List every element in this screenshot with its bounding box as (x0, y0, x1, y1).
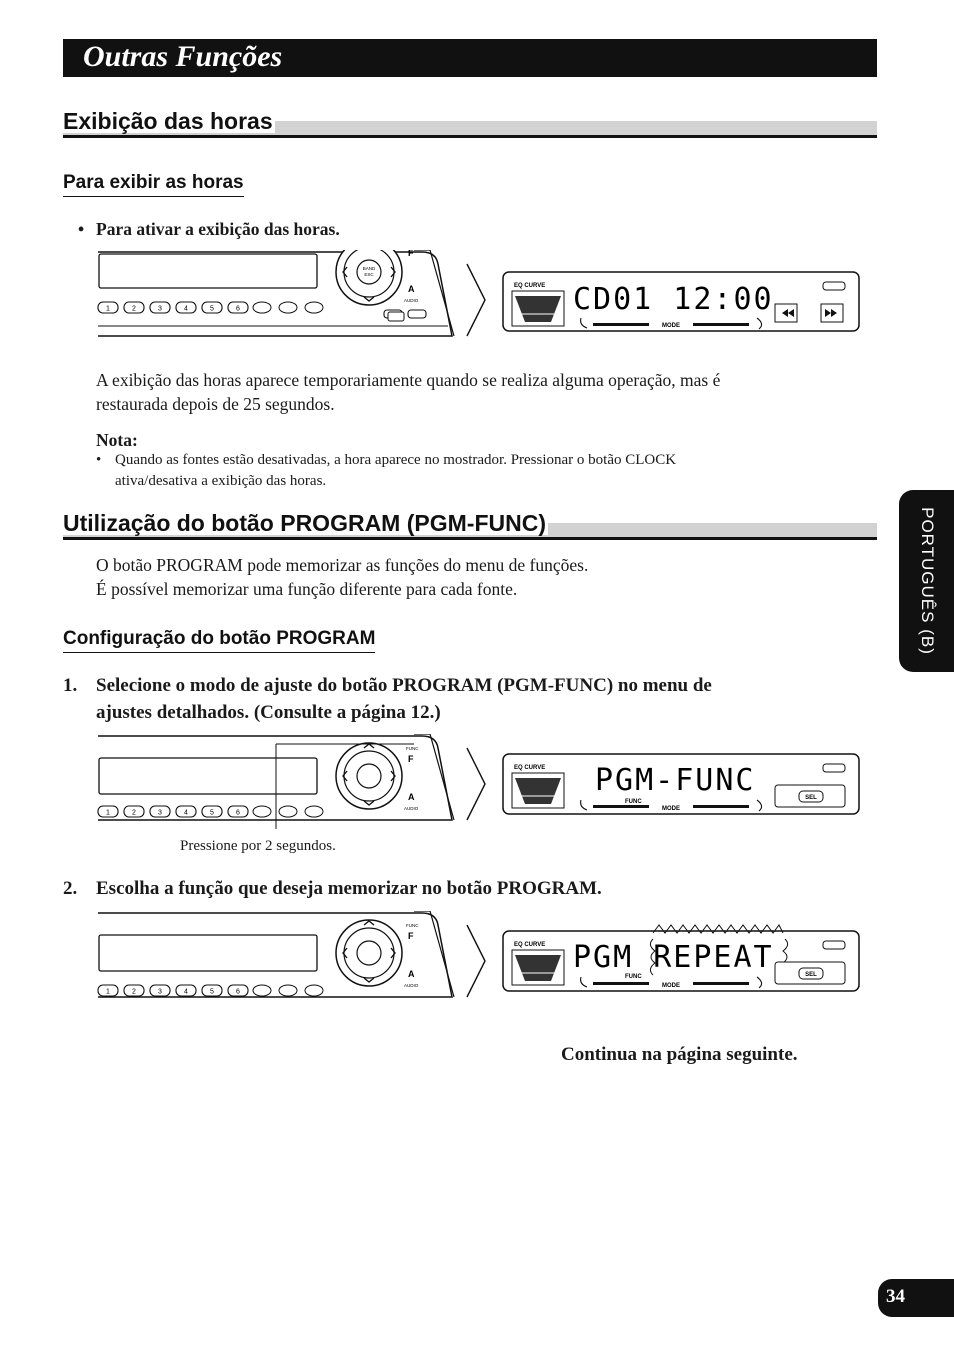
preset-label-5: 5 (210, 809, 214, 817)
func-small-label: FUNC (625, 799, 642, 805)
round-button (253, 806, 271, 817)
round-button (305, 985, 323, 996)
language-tab: PORTUGUÊS (B) (899, 490, 954, 672)
round-button (279, 985, 297, 996)
preset-label-4: 4 (184, 305, 188, 313)
preset-buttons-3 (98, 985, 323, 996)
figure-pgm-func-display (96, 734, 866, 830)
page-title: Outras Funções (83, 40, 283, 73)
step1-number: 1. (63, 675, 78, 696)
preset-label-1: 1 (106, 305, 110, 313)
sel-label: SEL (805, 795, 817, 801)
preset-label-3: 3 (158, 305, 162, 313)
round-button (305, 806, 323, 817)
head-unit-panel-3 (98, 911, 454, 997)
round-button (279, 302, 297, 313)
preset-label-2: 2 (132, 988, 136, 996)
clock-paragraph-line1: A exibição das horas aparece temporariamente quando se realiza alguma operação, mas é (96, 370, 721, 390)
note-label: Nota: (96, 430, 138, 450)
page-title-bar (63, 39, 877, 77)
subheading-program-setup: Configuração do botão PROGRAM (63, 627, 375, 653)
head-unit-panel-1 (98, 250, 454, 336)
audio-label: AUDIO (404, 298, 419, 303)
program-paragraph-line1: O botão PROGRAM pode memorizar as funções do menu de funções. (96, 555, 589, 575)
round-button (253, 985, 271, 996)
lcd-display-pgm-repeat (503, 925, 859, 991)
section-heading-program: Utilização do botão PROGRAM (PGM-FUNC) (63, 518, 877, 540)
lcd-clock-text: CD01 12:00 (573, 282, 774, 317)
program-paragraph-line2: É possível memorizar uma função diferente para cada fonte. (96, 579, 518, 599)
lcd-display-pgm-func (503, 754, 859, 814)
round-button (305, 302, 323, 313)
mode-label: MODE (662, 806, 680, 812)
f-label: F (408, 754, 414, 764)
sel-label: SEL (805, 972, 817, 978)
a-label: A (408, 284, 415, 294)
note-line2: ativa/desativa a exibição das horas. (115, 473, 327, 489)
a-label: A (408, 969, 415, 979)
continue-next-page: Continua na página seguinte. (561, 1044, 798, 1065)
preset-label-1: 1 (106, 809, 110, 817)
subheading-show-clock: Para exibir as horas (63, 171, 244, 197)
band-label: BAND (362, 266, 376, 271)
audio-label: AUDIO (404, 806, 419, 811)
func-label: FUNC (406, 923, 419, 928)
audio-label: AUDIO (404, 983, 419, 988)
preset-label-4: 4 (184, 809, 188, 817)
arrow-chevron-1 (467, 264, 485, 336)
step2-text: Escolha a função que deseja memorizar no botão PROGRAM. (96, 878, 602, 899)
note-bullet-mark: • (96, 452, 102, 468)
preset-buttons-2 (98, 806, 323, 817)
preset-buttons-1 (98, 302, 323, 313)
arrow-chevron-2 (467, 748, 485, 820)
eq-curve-label: EQ CURVE (514, 765, 546, 771)
lcd-display-clock (503, 272, 859, 331)
bullet-activate-clock: Para ativar a exibição das horas. (96, 219, 340, 239)
preset-label-2: 2 (132, 809, 136, 817)
preset-label-6: 6 (236, 988, 240, 996)
lcd-pgm-func-text: PGM-FUNC (595, 763, 756, 798)
step1-line1: Selecione o modo de ajuste do botão PROGRAM (PGM-FUNC) no menu de (96, 675, 712, 696)
esc-label: ESC (364, 272, 374, 277)
a-label: A (408, 792, 415, 802)
page-number: 34 (886, 1286, 905, 1307)
preset-label-3: 3 (158, 988, 162, 996)
preset-label-3: 3 (158, 809, 162, 817)
func-small-label: FUNC (625, 974, 642, 980)
preset-label-6: 6 (236, 809, 240, 817)
step1-line2: ajustes detalhados. (Consulte a página 12.) (96, 702, 441, 723)
preset-label-1: 1 (106, 988, 110, 996)
section-heading-clock: Exibição das horas (63, 116, 877, 138)
preset-label-6: 6 (236, 305, 240, 313)
clock-paragraph-line2: restaurada depois de 25 segundos. (96, 394, 335, 414)
f-label: F (408, 250, 414, 258)
lcd-pgm-repeat-text: PGM REPEAT (573, 940, 774, 975)
preset-label-4: 4 (184, 988, 188, 996)
note-line1: Quando as fontes estão desativadas, a hora aparece no mostrador. Pressionar o botão CLOCK (115, 452, 677, 468)
mode-label: MODE (662, 983, 680, 989)
bullet-mark: • (78, 219, 85, 239)
eq-curve-label: EQ CURVE (514, 942, 546, 948)
round-button (279, 806, 297, 817)
f-label: F (408, 931, 414, 941)
preset-label-2: 2 (132, 305, 136, 313)
eq-curve-label: EQ CURVE (514, 283, 546, 289)
func-label: FUNC (406, 746, 419, 751)
page-number-badge (878, 1279, 954, 1317)
press-caption: Pressione por 2 segundos. (180, 838, 336, 854)
mode-label: MODE (662, 323, 680, 329)
round-button (253, 302, 271, 313)
head-unit-panel-2 (98, 734, 454, 829)
preset-label-5: 5 (210, 305, 214, 313)
figure-clock-display (96, 250, 866, 340)
preset-label-5: 5 (210, 988, 214, 996)
step2-number: 2. (63, 878, 78, 899)
arrow-chevron-3 (467, 925, 485, 997)
figure-pgm-repeat-display (96, 911, 866, 1001)
